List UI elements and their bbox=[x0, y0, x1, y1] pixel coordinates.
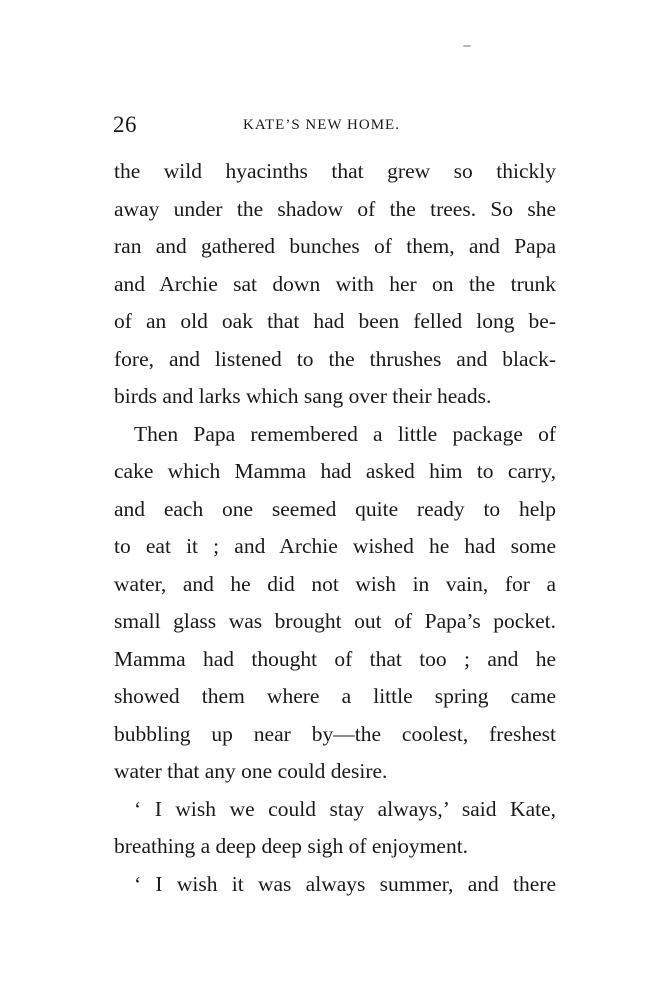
text-line: breathing a deep deep sigh of enjoyment. bbox=[114, 834, 469, 858]
text-line: away under the shadow of the trees. So she bbox=[114, 196, 556, 221]
text-line: ran and gathered bunches of them, and Papa bbox=[114, 234, 556, 258]
text-line: fore, and listened to the thrushes and black- bbox=[114, 346, 556, 371]
text-line: small glass was brought out of Papa’s pocket. bbox=[114, 609, 556, 633]
body-text bbox=[114, 153, 556, 903]
text-line: bubbling up near by—the coolest, freshest bbox=[114, 721, 556, 746]
text-line: ‘ I wish we could stay always,’ said Kate, bbox=[134, 796, 556, 821]
text-line: the wild hyacinths that grew so thickly bbox=[114, 159, 556, 183]
text-line: cake which Mamma had asked him to carry, bbox=[114, 459, 556, 483]
text-line: and each one seemed quite ready to help bbox=[114, 496, 556, 521]
text-line: to eat it ; and Archie wished he had some bbox=[114, 534, 556, 558]
text-line: water, and he did not wish in vain, for a bbox=[114, 571, 556, 596]
text-line: ‘ I wish it was always summer, and there bbox=[134, 871, 556, 896]
text-line: water that any one could desire. bbox=[114, 759, 388, 783]
text-line: birds and larks which sang over their heads. bbox=[114, 384, 492, 408]
text-line: and Archie sat down with her on the trunk bbox=[114, 271, 556, 296]
running-head bbox=[113, 112, 556, 140]
text-line: showed them where a little spring came bbox=[114, 684, 556, 708]
page-number: 26 bbox=[113, 112, 137, 137]
running-title: KATE’S NEW HOME. bbox=[243, 117, 400, 133]
text-line: Then Papa remembered a little package of bbox=[134, 421, 556, 446]
text-line: of an old oak that had been felled long be- bbox=[114, 309, 556, 333]
scan-mark bbox=[463, 45, 471, 47]
text-line: Mamma had thought of that too ; and he bbox=[114, 646, 556, 671]
